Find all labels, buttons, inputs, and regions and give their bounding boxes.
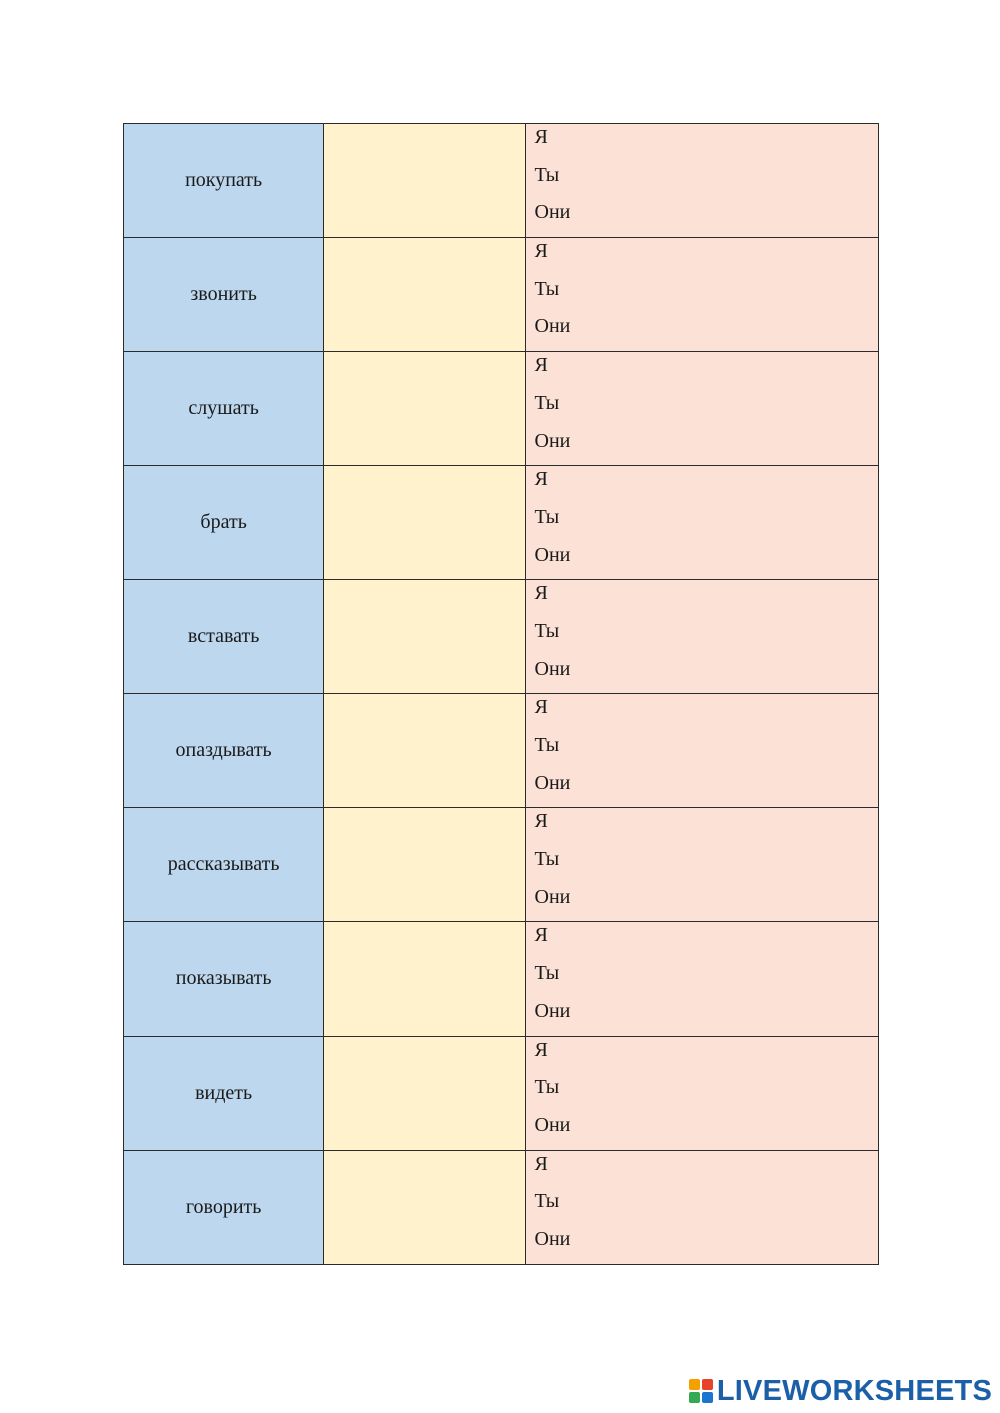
conjugation-forms-cell bbox=[525, 808, 878, 922]
verb-cell: звонить bbox=[124, 238, 324, 352]
table-row bbox=[124, 352, 879, 466]
pronoun-label: Ты bbox=[534, 734, 560, 756]
conjugation-forms-cell bbox=[525, 694, 878, 808]
verb-cell: вставать bbox=[124, 580, 324, 694]
pronoun-label: Они bbox=[534, 999, 571, 1022]
pronoun-label: Я bbox=[534, 924, 548, 947]
table-row bbox=[124, 580, 879, 694]
table-row bbox=[124, 922, 879, 1036]
verb-cell: видеть bbox=[124, 1036, 324, 1150]
pronoun-label: Они bbox=[534, 543, 571, 566]
conjugation-forms-cell bbox=[525, 238, 878, 352]
pronoun-label: Они bbox=[534, 429, 571, 452]
pronoun-list bbox=[526, 580, 878, 693]
pronoun-label: Ты bbox=[534, 1076, 560, 1099]
table-row bbox=[124, 694, 879, 808]
liveworksheets-logo bbox=[689, 1375, 992, 1407]
answer-blank-cell[interactable] bbox=[324, 466, 525, 580]
conjugation-forms-cell bbox=[525, 1036, 878, 1150]
conjugation-forms-cell bbox=[525, 1150, 878, 1264]
table-body bbox=[124, 124, 879, 1265]
answer-blank-cell[interactable] bbox=[324, 922, 525, 1036]
pronoun-label: Я bbox=[534, 468, 548, 491]
logo-square-e bbox=[702, 1392, 713, 1403]
verb-cell: слушать bbox=[124, 352, 324, 466]
answer-blank-cell[interactable] bbox=[324, 808, 525, 922]
pronoun-label: Я bbox=[534, 126, 548, 148]
logo-square-v bbox=[689, 1392, 700, 1403]
verb-cell: показывать bbox=[124, 922, 324, 1036]
pronoun-list bbox=[526, 1037, 878, 1150]
pronoun-label: Они bbox=[534, 315, 571, 338]
answer-blank-cell[interactable] bbox=[324, 238, 525, 352]
conjugation-forms-cell bbox=[525, 124, 878, 238]
pronoun-label: Ты bbox=[534, 391, 560, 414]
logo-square-i bbox=[702, 1379, 713, 1390]
pronoun-label: Они bbox=[534, 201, 571, 224]
conjugation-forms-cell bbox=[525, 352, 878, 466]
pronoun-list bbox=[526, 694, 878, 807]
pronoun-label: Я bbox=[534, 240, 548, 263]
pronoun-label: Они bbox=[534, 1227, 571, 1250]
pronoun-label: Я bbox=[534, 1152, 548, 1175]
pronoun-label: Ты bbox=[534, 1190, 560, 1213]
verb-cell: опаздывать bbox=[124, 694, 324, 808]
liveworksheets-logo-icon bbox=[689, 1379, 713, 1403]
pronoun-label: Ты bbox=[534, 277, 560, 300]
pronoun-label: Ты bbox=[534, 505, 560, 528]
pronoun-label: Они bbox=[534, 771, 571, 794]
pronoun-label: Ты bbox=[534, 163, 560, 186]
pronoun-label: Я bbox=[534, 696, 548, 719]
pronoun-list bbox=[526, 1151, 878, 1264]
pronoun-list bbox=[526, 238, 878, 351]
logo-square-l bbox=[689, 1379, 700, 1390]
answer-blank-cell[interactable] bbox=[324, 694, 525, 808]
answer-blank-cell[interactable] bbox=[324, 352, 525, 466]
table-row bbox=[124, 1150, 879, 1264]
pronoun-label: Ты bbox=[534, 962, 560, 985]
pronoun-label: Ты bbox=[534, 619, 560, 642]
pronoun-label: Я bbox=[534, 582, 548, 605]
conjugation-forms-cell bbox=[525, 466, 878, 580]
table-row bbox=[124, 466, 879, 580]
conjugation-forms-cell bbox=[525, 922, 878, 1036]
pronoun-list bbox=[526, 808, 878, 921]
table-row bbox=[124, 1036, 879, 1150]
pronoun-label: Я bbox=[534, 1038, 548, 1061]
pronoun-label: Я bbox=[534, 354, 548, 377]
pronoun-label: Они bbox=[534, 657, 571, 680]
answer-blank-cell[interactable] bbox=[324, 1036, 525, 1150]
answer-blank-cell[interactable] bbox=[324, 124, 525, 238]
pronoun-list bbox=[526, 352, 878, 465]
verb-cell: брать bbox=[124, 466, 324, 580]
table-row bbox=[124, 808, 879, 922]
logo-text: LIVEWORKSHEETS bbox=[716, 1374, 992, 1407]
pronoun-label: Я bbox=[534, 810, 548, 833]
verb-cell: покупать bbox=[124, 124, 324, 238]
answer-blank-cell[interactable] bbox=[324, 1150, 525, 1264]
pronoun-label: Они bbox=[534, 1113, 571, 1136]
verb-conjugation-table bbox=[123, 123, 879, 1265]
table-row bbox=[124, 124, 879, 238]
conjugation-forms-cell bbox=[525, 580, 878, 694]
pronoun-label: Ты bbox=[534, 848, 560, 871]
pronoun-label: Они bbox=[534, 885, 571, 908]
pronoun-list bbox=[526, 124, 878, 237]
verb-cell: рассказывать bbox=[124, 808, 324, 922]
verb-cell: говорить bbox=[124, 1150, 324, 1264]
table-row bbox=[124, 238, 879, 352]
answer-blank-cell[interactable] bbox=[324, 580, 525, 694]
pronoun-list bbox=[526, 922, 878, 1035]
pronoun-list bbox=[526, 466, 878, 579]
